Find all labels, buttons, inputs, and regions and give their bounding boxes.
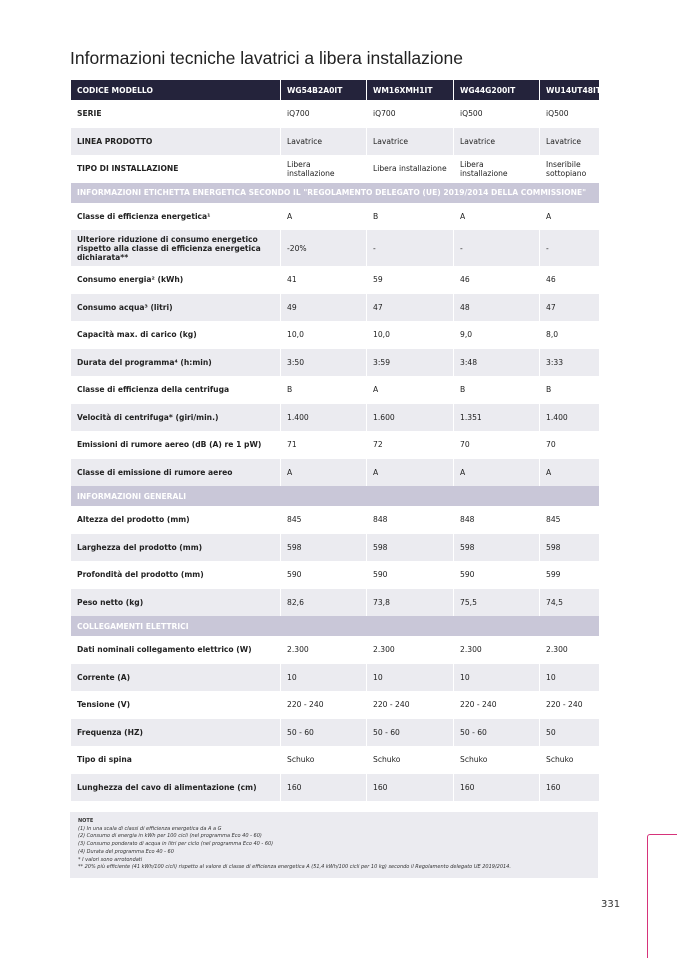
- value-cell: 70: [540, 431, 599, 459]
- value-cell: iQ500: [540, 100, 599, 128]
- page-edge-tab: [647, 834, 677, 958]
- value-cell: A: [454, 459, 540, 487]
- value-cell: A: [281, 203, 367, 231]
- label-cell: Velocità di centrifuga* (giri/min.): [71, 404, 281, 432]
- value-cell: 848: [367, 506, 454, 534]
- value-cell: iQ700: [367, 100, 454, 128]
- note-line: (1) In una scala di classi di efficienza energetica da A a G: [78, 825, 222, 832]
- value-cell: 10: [281, 664, 367, 692]
- value-cell: Libera installazione: [281, 155, 367, 183]
- value-cell: 598: [454, 534, 540, 562]
- label-cell: Consumo energia² (kWh): [71, 266, 281, 294]
- value-cell: 3:48: [454, 349, 540, 377]
- label-cell: Corrente (A): [71, 664, 281, 692]
- table-row: [71, 349, 599, 377]
- value-cell: 46: [540, 266, 599, 294]
- label-cell: Classe di emissione di rumore aereo: [71, 459, 281, 487]
- label-cell: Profondità del prodotto (mm): [71, 561, 281, 589]
- value-cell: 598: [540, 534, 599, 562]
- value-cell: 47: [540, 294, 599, 322]
- value-cell: 848: [454, 506, 540, 534]
- table-row: [71, 431, 599, 459]
- value-cell: 1.400: [281, 404, 367, 432]
- table-row: [71, 746, 599, 774]
- value-cell: A: [454, 203, 540, 231]
- page-number: 331: [601, 899, 621, 910]
- note-line: * I valori sono arrotondati: [78, 856, 143, 863]
- value-cell: Schuko: [540, 746, 599, 774]
- label-cell: SERIE: [71, 100, 281, 128]
- value-cell: 48: [454, 294, 540, 322]
- value-cell: Inseribile sottopiano: [540, 155, 599, 183]
- value-cell: 46: [454, 266, 540, 294]
- value-cell: A: [540, 203, 599, 231]
- value-cell: 8,0: [540, 321, 599, 349]
- note-line: (4) Durata del programma Eco 40 - 60: [78, 848, 174, 855]
- table-row: [71, 376, 599, 404]
- value-cell: Lavatrice: [540, 128, 599, 156]
- value-cell: Libera installazione: [367, 155, 454, 183]
- label-cell: Tensione (V): [71, 691, 281, 719]
- value-cell: 598: [367, 534, 454, 562]
- value-cell: 1.400: [540, 404, 599, 432]
- section-label: COLLEGAMENTI ELETTRICI: [71, 616, 599, 636]
- value-cell: 73,8: [367, 589, 454, 617]
- value-cell: -: [367, 230, 454, 266]
- value-cell: -: [540, 230, 599, 266]
- header-cell: WG44G200IT: [454, 80, 540, 100]
- header-cell: WU14UT48IT: [540, 80, 599, 100]
- table-row: [71, 128, 599, 156]
- value-cell: 2.300: [281, 636, 367, 664]
- label-cell: Frequenza (HZ): [71, 719, 281, 747]
- table-row: [71, 561, 599, 589]
- label-cell: LINEA PRODOTTO: [71, 128, 281, 156]
- value-cell: Schuko: [367, 746, 454, 774]
- value-cell: A: [281, 459, 367, 487]
- value-cell: 3:50: [281, 349, 367, 377]
- value-cell: iQ700: [281, 100, 367, 128]
- value-cell: 72: [367, 431, 454, 459]
- label-cell: TIPO DI INSTALLAZIONE: [71, 155, 281, 183]
- value-cell: 220 - 240: [540, 691, 599, 719]
- page-title: Informazioni tecniche lavatrici a libera installazione: [70, 48, 463, 68]
- table-row: [71, 230, 599, 266]
- value-cell: -: [454, 230, 540, 266]
- value-cell: iQ500: [454, 100, 540, 128]
- table-row: [71, 774, 599, 802]
- spec-table: [70, 80, 602, 801]
- value-cell: 74,5: [540, 589, 599, 617]
- table-row: [71, 506, 599, 534]
- table-row: [71, 691, 599, 719]
- value-cell: 845: [281, 506, 367, 534]
- value-cell: 49: [281, 294, 367, 322]
- value-cell: 160: [367, 774, 454, 802]
- label-cell: Lunghezza del cavo di alimentazione (cm): [71, 774, 281, 802]
- value-cell: B: [454, 376, 540, 404]
- label-cell: Classe di efficienza della centrifuga: [71, 376, 281, 404]
- value-cell: 82,6: [281, 589, 367, 617]
- value-cell: B: [540, 376, 599, 404]
- value-cell: 50: [540, 719, 599, 747]
- value-cell: Schuko: [281, 746, 367, 774]
- value-cell: 1.351: [454, 404, 540, 432]
- value-cell: 160: [540, 774, 599, 802]
- value-cell: 598: [281, 534, 367, 562]
- value-cell: 75,5: [454, 589, 540, 617]
- value-cell: 50 - 60: [454, 719, 540, 747]
- note-line: (3) Consumo ponderato di acqua in litri per ciclo (nel programma Eco 40 - 60): [78, 841, 274, 848]
- note-line: ** 20% più efficiente (41 kWh/100 cicli) rispetto al valore di classe di efficienza energetica A (51,4 kWh/100 cicli per 10 kg) secondo il Regolamento delegato UE 2019/2014.: [78, 864, 511, 871]
- value-cell: 47: [367, 294, 454, 322]
- value-cell: 590: [454, 561, 540, 589]
- label-cell: Peso netto (kg): [71, 589, 281, 617]
- table-row: [71, 203, 599, 231]
- table-row: [71, 100, 599, 128]
- value-cell: 71: [281, 431, 367, 459]
- value-cell: 10: [367, 664, 454, 692]
- label-cell: Consumo acqua³ (litri): [71, 294, 281, 322]
- value-cell: 590: [367, 561, 454, 589]
- label-cell: Emissioni di rumore aereo (dB (A) re 1 pW): [71, 431, 281, 459]
- value-cell: A: [540, 459, 599, 487]
- label-cell: Tipo di spina: [71, 746, 281, 774]
- value-cell: Libera installazione: [454, 155, 540, 183]
- value-cell: 160: [281, 774, 367, 802]
- table-header: [71, 80, 599, 100]
- value-cell: 845: [540, 506, 599, 534]
- table-row: [71, 459, 599, 487]
- value-cell: 599: [540, 561, 599, 589]
- notes-box: [70, 812, 598, 878]
- table-row: [71, 719, 599, 747]
- value-cell: 2.300: [367, 636, 454, 664]
- header-cell: CODICE MODELLO: [71, 80, 281, 100]
- value-cell: B: [281, 376, 367, 404]
- note-line: (2) Consumo di energia in kWh per 100 cicli (nel programma Eco 40 - 60): [78, 833, 262, 840]
- table-row: [71, 636, 599, 664]
- value-cell: Lavatrice: [367, 128, 454, 156]
- value-cell: 50 - 60: [281, 719, 367, 747]
- label-cell: Classe di efficienza energetica¹: [71, 203, 281, 231]
- table-row: [71, 294, 599, 322]
- value-cell: A: [367, 376, 454, 404]
- value-cell: 50 - 60: [367, 719, 454, 747]
- value-cell: A: [367, 459, 454, 487]
- value-cell: 10: [540, 664, 599, 692]
- label-cell: Altezza del prodotto (mm): [71, 506, 281, 534]
- label-cell: Ulteriore riduzione di consumo energetico rispetto alla classe di efficienza energetica dichiarata**: [71, 230, 281, 266]
- value-cell: 1.600: [367, 404, 454, 432]
- table-row: [71, 534, 599, 562]
- value-cell: 10: [454, 664, 540, 692]
- value-cell: 9,0: [454, 321, 540, 349]
- header-cell: WG54B2A0IT: [281, 80, 367, 100]
- value-cell: 2.300: [454, 636, 540, 664]
- value-cell: 590: [281, 561, 367, 589]
- value-cell: 70: [454, 431, 540, 459]
- value-cell: 220 - 240: [367, 691, 454, 719]
- label-cell: Dati nominali collegamento elettrico (W): [71, 636, 281, 664]
- header-cell: WM16XMH1IT: [367, 80, 454, 100]
- section-label: INFORMAZIONI ETICHETTA ENERGETICA SECONDO IL "REGOLAMENTO DELEGATO (UE) 2019/2014 DELLA COMMISSIONE": [71, 183, 599, 203]
- table-row: [71, 589, 599, 617]
- value-cell: 10,0: [367, 321, 454, 349]
- value-cell: 3:33: [540, 349, 599, 377]
- section-row: [71, 183, 599, 203]
- label-cell: Durata del programma⁴ (h:min): [71, 349, 281, 377]
- section-row: [71, 486, 599, 506]
- value-cell: Schuko: [454, 746, 540, 774]
- value-cell: 10,0: [281, 321, 367, 349]
- value-cell: 220 - 240: [281, 691, 367, 719]
- value-cell: Lavatrice: [281, 128, 367, 156]
- section-label: INFORMAZIONI GENERALI: [71, 486, 599, 506]
- table-row: [71, 321, 599, 349]
- value-cell: 3:59: [367, 349, 454, 377]
- value-cell: 59: [367, 266, 454, 294]
- table-row: [71, 664, 599, 692]
- label-cell: Capacità max. di carico (kg): [71, 321, 281, 349]
- section-row: [71, 616, 599, 636]
- table-row: [71, 266, 599, 294]
- value-cell: Lavatrice: [454, 128, 540, 156]
- value-cell: -20%: [281, 230, 367, 266]
- value-cell: 41: [281, 266, 367, 294]
- label-cell: Larghezza del prodotto (mm): [71, 534, 281, 562]
- table-row: [71, 404, 599, 432]
- value-cell: 160: [454, 774, 540, 802]
- notes-title: NOTE: [78, 818, 94, 824]
- value-cell: B: [367, 203, 454, 231]
- table-row: [71, 155, 599, 183]
- value-cell: 2.300: [540, 636, 599, 664]
- value-cell: 220 - 240: [454, 691, 540, 719]
